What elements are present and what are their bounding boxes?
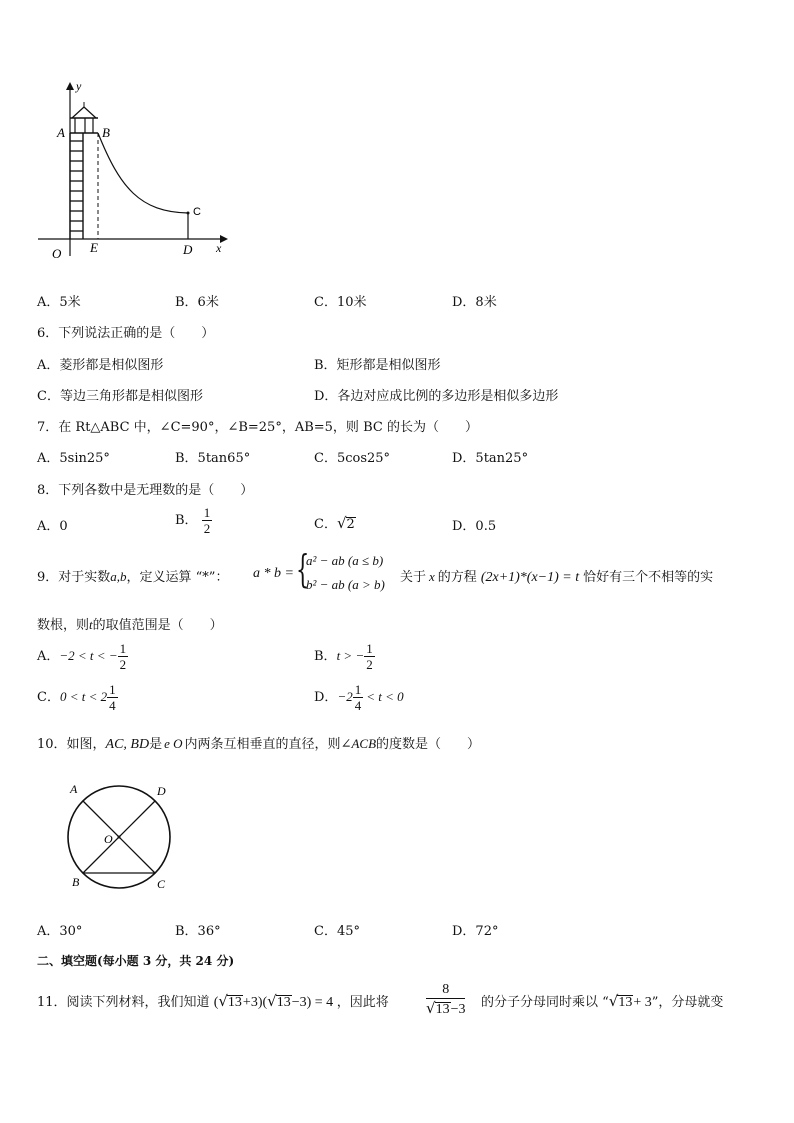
q7-option-c: C．5cos25° [314, 451, 391, 466]
q11-text-1: 11．阅读下列材料，我们知道 [37, 995, 210, 1010]
q11-text-4: ”，分母就变 [651, 995, 724, 1010]
q9-text-7: 的取值范围是（ ） [92, 618, 223, 633]
q11-line-tail [481, 991, 723, 1011]
q8-option-d: D．0.5 [452, 519, 497, 534]
q9-line2 [37, 614, 223, 633]
equals-four: = 4 [314, 995, 334, 1010]
fraction-denominator: 4 [354, 698, 362, 713]
q6-option-d: D．各边对应成比例的多边形是相似多边形 [314, 389, 559, 404]
q6-option-a: A．菱形都是相似图形 [37, 358, 164, 373]
q9-text-6: 数根，则 [37, 618, 90, 633]
q8-option-b-prefix: B． [175, 513, 198, 528]
q9-var-x: x [429, 569, 435, 584]
q9-option-c-math: 0 < t < 2 [59, 689, 108, 704]
q9-text-5: 恰好有三个不相等的实 [583, 570, 714, 585]
circle-diameters-figure [60, 778, 185, 896]
fraction-numerator: 1 [366, 641, 373, 656]
q9-option-d-prefix: D． [314, 690, 338, 705]
sqrt-icon: √ [267, 992, 277, 1010]
q7-stem: 7．在 Rt△ABC 中，∠C=90°，∠B=25°，AB=5，则 BC 的长为（ ） [37, 420, 478, 435]
radicand: 13 [435, 1002, 450, 1017]
paren-open: ( [262, 995, 268, 1010]
q7-option-a: A．5sin25° [37, 451, 110, 466]
q9-brace-icon: { [296, 547, 310, 591]
radicand: 13 [227, 995, 242, 1010]
q11-text-2: ，因此将 [336, 995, 389, 1010]
minus-three: −3 [450, 1002, 466, 1017]
q9-lhs: a * b = [253, 566, 294, 581]
minus-three: −3) [291, 995, 312, 1010]
q8-option-c [314, 513, 356, 532]
q10-option-c: C．45° [314, 924, 360, 939]
q9-option-a [37, 641, 128, 672]
q9-option-d-fraction [353, 682, 364, 713]
sqrt-icon: √ [608, 992, 619, 1010]
fraction-numerator: 1 [203, 505, 211, 520]
fraction-numerator: 1 [109, 682, 116, 697]
q9-option-b-fraction [364, 641, 375, 672]
q11-multiplier [608, 992, 652, 1010]
q11-product [213, 992, 337, 1010]
fraction-numerator: 1 [354, 682, 362, 697]
q9-case-1: a² − ab (a ≤ b) [306, 553, 384, 568]
radicand: 2 [346, 517, 355, 532]
q10-circle-symbol: e O [164, 736, 183, 751]
fig-label-b: B [72, 875, 80, 889]
radicand: 13 [618, 995, 633, 1010]
q9-option-d-math: −2 [337, 689, 353, 704]
fraction-denominator: 2 [203, 521, 211, 536]
fraction-numerator: 1 [119, 641, 127, 656]
fraction-denominator: 2 [366, 657, 373, 672]
sqrt-icon: √ [426, 999, 436, 1017]
q9-line1 [37, 566, 228, 585]
q10-vars: AC, BD [105, 737, 150, 752]
q9-option-d-tail: < t < 0 [366, 689, 404, 704]
q8-option-b [175, 505, 212, 536]
q8-stem: 8．下列各数中是无理数的是（ ） [37, 483, 254, 498]
fig-label-c: C [157, 877, 166, 891]
origin-label: O [52, 246, 62, 261]
ladder-curve-figure [30, 78, 230, 268]
q9-text-2: ，定义运算 “*”： [126, 570, 229, 585]
fig-label-a: A [70, 782, 78, 796]
q10-text-2: 是 [149, 737, 163, 752]
q6-option-c: C．等边三角形都是相似图形 [37, 389, 203, 404]
point-d-label: D [183, 242, 193, 257]
q9-option-c-fraction [107, 682, 118, 713]
fraction-denominator: 2 [119, 657, 127, 672]
q9-vars: a,b [110, 569, 127, 584]
q9-option-a-fraction [118, 641, 129, 672]
q10-angle: ∠ACB [340, 736, 377, 751]
q9-option-c-prefix: C． [37, 690, 60, 705]
q5-option-c: C．10米 [314, 295, 367, 310]
q9-var-t: t [89, 617, 93, 632]
plus-three: + 3 [633, 995, 652, 1010]
sqrt-icon: √ [218, 992, 228, 1010]
section-2-heading: 二、填空题(每小题 3 分，共 24 分) [37, 954, 235, 968]
q9-case-2: b² − ab (a > b) [306, 577, 385, 592]
fraction-numerator: 8 [426, 981, 465, 999]
plus-three: +3) [242, 995, 263, 1010]
q10-text-1: 10．如图， [37, 737, 106, 752]
q9-text-3: 关于 [400, 570, 427, 585]
q10-text-3: 内两条互相垂直的直径，则 [184, 737, 341, 752]
fraction-denominator: 4 [109, 698, 116, 713]
q10-option-b: B．36° [175, 924, 221, 939]
fig-label-o: O [104, 832, 113, 846]
q7-option-d: D．5tan25° [452, 451, 529, 466]
q5-option-a: A．5米 [37, 295, 81, 310]
q6-option-b: B．矩形都是相似图形 [314, 358, 441, 373]
q9-line1-tail [400, 566, 713, 586]
q6-stem: 6．下列说法正确的是（ ） [37, 326, 215, 341]
q9-text-1: 9．对于实数 [37, 570, 111, 585]
q9-option-b [314, 641, 375, 672]
q9-text-4: 的方程 [437, 570, 477, 585]
q11-line [37, 991, 389, 1011]
sqrt-icon: √ [336, 514, 347, 532]
q11-text-3: 的分子分母同时乘以 “ [481, 995, 609, 1010]
q8-option-c-prefix: C． [314, 517, 337, 532]
q11-fraction [426, 981, 465, 1019]
fraction-denominator [426, 999, 465, 1019]
q5-option-b: B．6米 [175, 295, 219, 310]
q9-option-a-math: −2 < t < − [59, 648, 118, 663]
q9-option-d [314, 682, 404, 713]
point-a-label: A [57, 125, 65, 140]
q9-option-b-math: t > − [336, 648, 365, 663]
radicand: 13 [276, 995, 291, 1010]
q10-text-4: 的度数是（ ） [376, 737, 481, 752]
q9-equation: (2x+1)*(x−1) = t [480, 570, 580, 585]
point-e-label: E [90, 240, 98, 255]
q9-option-a-prefix: A． [37, 649, 60, 664]
paren-open: ( [213, 995, 219, 1010]
q10-stem [37, 733, 480, 753]
q9-option-c [37, 682, 118, 713]
x-axis-label: x [216, 241, 222, 255]
q9-option-b-prefix: B． [314, 649, 337, 664]
q5-option-d: D．8米 [452, 295, 497, 310]
q8-option-a: A．0 [37, 519, 68, 534]
y-axis-label: y [76, 79, 82, 93]
fig-label-d: D [157, 784, 166, 798]
point-c-label: C [193, 206, 201, 218]
q10-option-a: A．30° [37, 924, 83, 939]
point-b-label: B [102, 125, 110, 140]
q7-option-b: B．5tan65° [175, 451, 251, 466]
q8-option-b-fraction [202, 505, 213, 536]
q10-option-d: D．72° [452, 924, 499, 939]
